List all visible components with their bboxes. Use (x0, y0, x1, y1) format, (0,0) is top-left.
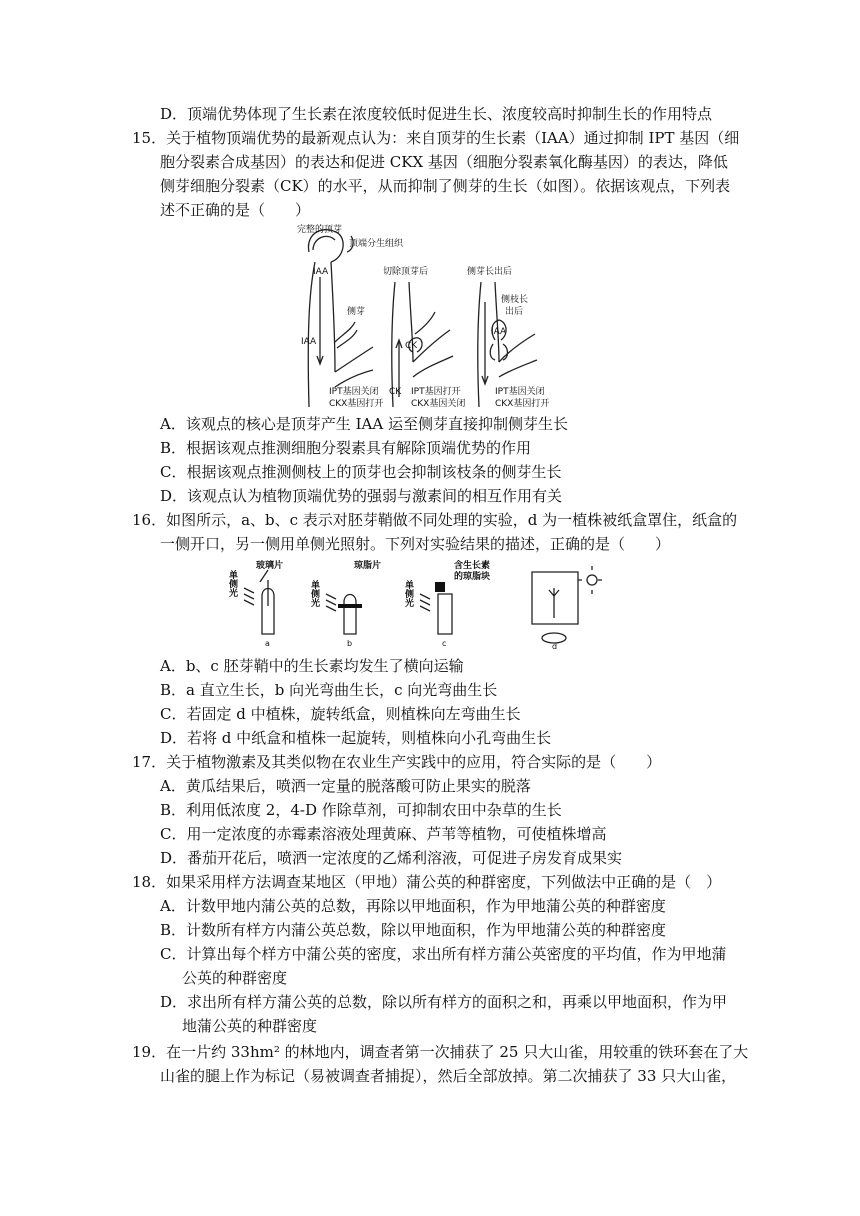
label-glass: 玻璃片 (256, 561, 284, 571)
label-light-b: 单侧光 (309, 580, 319, 607)
q17-option-b: B．利用低浓度 2，4-D 作除草剂，可抑制农田中杂草的生长 (160, 801, 562, 819)
q17-option-a: A．黄瓜结果后，喷洒一定量的脱落酸可防止果实的脱落 (160, 777, 531, 795)
coleoptile-experiment-figure (227, 558, 602, 651)
label-branch-1: 侧枝长 (501, 295, 529, 305)
q15-option-b: B．根据该观点推测细胞分裂素具有解除顶端优势的作用 (160, 439, 532, 457)
q17-option-d: D．番茄开花后，喷洒一定浓度的乙烯利溶液，可促进子房发育成果实 (160, 849, 623, 867)
label-auxin-agar-2: 的琼脂块 (454, 572, 491, 582)
q15-stem-line-1: 15．关于植物顶端优势的最新观点认为：来自顶芽的生长素（IAA）通过抑制 IPT 基因（细 (132, 129, 740, 147)
q15-option-a: A．该观点的核心是顶芽产生 IAA 运至侧芽直接抑制侧芽生长 (160, 415, 568, 433)
q15-stem-line-4: 述不正确的是（ ） (160, 201, 311, 219)
q19-stem-line-1: 19．在一片约 33hm² 的林地内，调查者第一次捕获了 25 只大山雀，用较重的铁环套在了大 (132, 1043, 749, 1061)
q16-option-a: A．b、c 胚芽鞘中的生长素均发生了横向运输 (160, 657, 464, 675)
label-ipt-off-2: IPT基因关闭 (495, 387, 545, 397)
label-b: b (347, 639, 353, 648)
label-ckx-on-2: CKX基因打开 (495, 399, 550, 409)
label-d: d (552, 642, 558, 651)
q18-option-c-line-1: C．计算出每个样方中蒲公英的密度，求出所有样方蒲公英密度的平均值，作为甲地蒲 (160, 945, 727, 963)
q16-stem-line-2: 一侧开口，另一侧用单侧光照射。下列对实验结果的描述，正确的是（ ） (160, 535, 671, 553)
agar-sheet (338, 604, 362, 608)
label-ck-bud: CK (405, 341, 418, 351)
q15-option-d: D．该观点认为植物顶端优势的强弱与激素间的相互作用有关 (160, 487, 563, 505)
label-ckx-on-1: CKX基因打开 (329, 399, 384, 409)
label-light-c: 单侧光 (403, 580, 413, 607)
label-iaa-top: IAA (313, 267, 329, 277)
label-auxin-agar-1: 含生长素 (454, 561, 491, 571)
label-ipt-on: IPT基因打开 (411, 387, 461, 397)
auxin-agar-block (435, 582, 445, 592)
q14-option-d: D．顶端优势体现了生长素在浓度较低时促进生长、浓度较高时抑制生长的作用特点 (160, 105, 713, 123)
label-intact-bud: 完整的顶芽 (297, 225, 343, 235)
label-agar: 琼脂片 (354, 561, 382, 571)
q16-option-d: D．若将 d 中纸盒和植株一起旋转，则植株向小孔弯曲生长 (160, 729, 552, 747)
q15-stem-line-2: 胞分裂素合成基因）的表达和促进 CKX 基因（细胞分裂素氧化酶基因）的表达，降低 (160, 153, 728, 171)
label-apical-meristem: 顶端分生组织 (349, 239, 404, 249)
label-light-a: 单侧光 (227, 570, 237, 597)
label-c: c (442, 639, 447, 648)
q19-stem-line-2: 山雀的腿上作为标记（易被调查者捕捉），然后全部放掉。第二次捕获了 33 只大山雀， (160, 1067, 737, 1085)
label-ckx-off: CKX基因关闭 (411, 399, 466, 409)
q15-stem-line-3: 侧芽细胞分裂素（CK）的水平，从而抑制了侧芽的生长（如图）。依据该观点，下列表 (160, 177, 731, 195)
label-branch-2: 出后 (505, 307, 524, 317)
label-lateral-bud: 侧芽 (347, 307, 366, 317)
label-iaa-stem: IAA (301, 337, 317, 347)
q18-option-a: A．计数甲地内蒲公英的总数，再除以甲地面积，作为甲地蒲公英的种群密度 (160, 897, 666, 915)
q17-option-c: C．用一定浓度的赤霉素溶液处理黄麻、芦苇等植物，可使植株增高 (160, 825, 607, 843)
q16-option-b: B．a 直立生长，b 向光弯曲生长，c 向光弯曲生长 (160, 681, 498, 699)
label-after-lateral-grown: 侧芽长出后 (467, 267, 513, 277)
q18-option-d-line-2: 地蒲公英的种群密度 (182, 1017, 318, 1035)
q18-stem: 18．如果采用样方法调查某地区（甲地）蒲公英的种群密度，下列做法中正确的是（ ） (132, 873, 722, 891)
apical-dominance-figure (295, 222, 550, 412)
q16-stem-line-1: 16．如图所示，a、b、c 表示对胚芽鞘做不同处理的实验，d 为一植株被纸盒罩住，纸盒的 (132, 511, 738, 529)
q17-stem: 17．关于植物激素及其类似物在农业生产实践中的应用，符合实际的是（ ） (132, 753, 662, 771)
label-iaa-branch: IAA (491, 327, 507, 337)
q16-option-c: C．若固定 d 中植株，旋转纸盒，则植株向左弯曲生长 (160, 705, 521, 723)
q18-option-c-line-2: 公英的种群密度 (182, 969, 288, 987)
q18-option-b: B．计数所有样方内蒲公英总数，除以甲地面积，作为甲地蒲公英的种群密度 (160, 921, 667, 939)
label-ipt-off-1: IPT基因关闭 (329, 387, 379, 397)
label-ck-stem: CK (389, 387, 402, 397)
label-a: a (265, 639, 270, 648)
q15-option-c: C．根据该观点推测侧枝上的顶芽也会抑制该枝条的侧芽生长 (160, 463, 562, 481)
label-after-cut: 切除顶芽后 (383, 267, 429, 277)
q18-option-d-line-1: D．求出所有样方蒲公英的总数，除以所有样方的面积之和，再乘以甲地面积，作为甲 (160, 993, 728, 1011)
